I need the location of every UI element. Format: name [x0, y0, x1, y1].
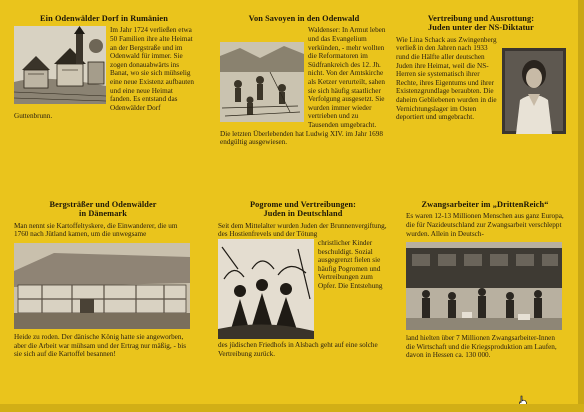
panel-text-top: Seit dem Mittelalter wurden Juden der Brunnenvergiftung, des Hostienfrevels und der Tötung	[218, 221, 387, 239]
panel-forced-labor	[406, 200, 564, 360]
panel-title: Von Savoyen in den Odenwald	[248, 14, 360, 23]
danish-farmhouse-image	[14, 243, 190, 329]
panel-denmark	[14, 200, 192, 359]
panel-odenwald-village-romania	[14, 14, 194, 121]
lina-schack-portrait-image	[502, 48, 566, 134]
panel-text-bottom: des jüdischen Friedhofs in Alsbach geht auf eine solche Vertreibung zurück.	[218, 341, 378, 358]
panel-text-bottom: Heide zu roden. Der dänische König hatte sie angeworben, aber die Arbeit war mühsam und der Ertrag nur mäßig, - bis sie sich auf die Kartoffel besannen!	[14, 333, 187, 359]
panel-ns-jews	[396, 14, 566, 136]
panel-title: Ein Odenwälder Dorf in Rumänien	[40, 14, 168, 23]
panel-title: Vertreibung und Ausrottung: Juden unter der NS-Diktatur	[427, 14, 535, 33]
forced-laborers-train-image	[406, 242, 562, 330]
page-edge-right	[578, 0, 584, 412]
panel-text-side: christlicher Kinder beschuldigt. Sozial ausgegrenzt fielen sie häufig Pogromen und Vertreibungen zum Opfer. Die Entstehung	[318, 239, 383, 290]
panel-savoy-odenwald	[220, 14, 388, 147]
panel-title: Zwangsarbeiter im „DrittenReich“	[421, 200, 549, 209]
pogrom-woodcut-image	[218, 239, 314, 339]
waldensian-persecution-image	[220, 42, 304, 122]
panel-text-top: Es waren 12-13 Millionen Menschen aus ganz Europa, die für Nazideutschland zur Zwangsarbeit verschleppt wurden. Allein in Deutsch-	[406, 212, 564, 238]
panel-text-top: Man nennt sie Kartoffeltyskere, die Einwanderer, die um 1760 nach Jütland kamen, um die unwegsame	[14, 221, 178, 239]
panel-text: Im Jahr 1724 verließen etwa 50 Familien ihre alte Heimat an der Bergstraße und im Odenwald für immer. Sie zogen donauabwärts ins Banat, wo sie sich mühselig eine neue Existenz aufbauten und eine neue Heimat fanden. Es entstand das Odenwälder Dorf Guttenbrunn.	[14, 26, 195, 121]
panel-title: Bergsträßer und Odenwälder in Dänemark	[49, 200, 157, 219]
village-woodcut-image	[14, 26, 106, 104]
page-edge-bottom	[0, 404, 584, 412]
panel-text-bottom: land hielten über 7 Millionen Zwangsarbeiter-Innen die Wirtschaft und die Kriegsproduktion am Laufen, davon in Hessen ca. 130 000.	[406, 334, 557, 360]
panel-text: Wie Lina Schack aus Zwingenberg verließ in den Jahren nach 1933 rund die Hälfte aller deutschen Juden ihre Heimat, weil die NS-Herren sie systematisch ihrer Rechte, ihres Eigentums und ihrer Existenzgrundlage beraubten. Die daheim Gebliebenen wurden in die Vernichtungslager im Osten deportiert und umgebracht.	[396, 35, 497, 122]
panel-title: Pogrome und Vertreibungen: Juden in Deutschland	[249, 200, 356, 219]
panel-pogroms	[218, 200, 388, 358]
panel-text: Waldenser: In Armut leben und das Evangelium verkünden, - mehr wollten die Reformatoren im Südfrankreich des 12. Jh. nicht. Von der Amtskirche als Ketzer verurteilt, sahen sie sich häufig staatlicher Verfolgung ausgesetzt. Sie wurden immer wieder vertrieben und zu Tausenden umgebracht. Die letzten Überlebenden hat Ludwig XIV. im Jahr 1698 endgültig ausgewiesen.	[220, 26, 386, 147]
